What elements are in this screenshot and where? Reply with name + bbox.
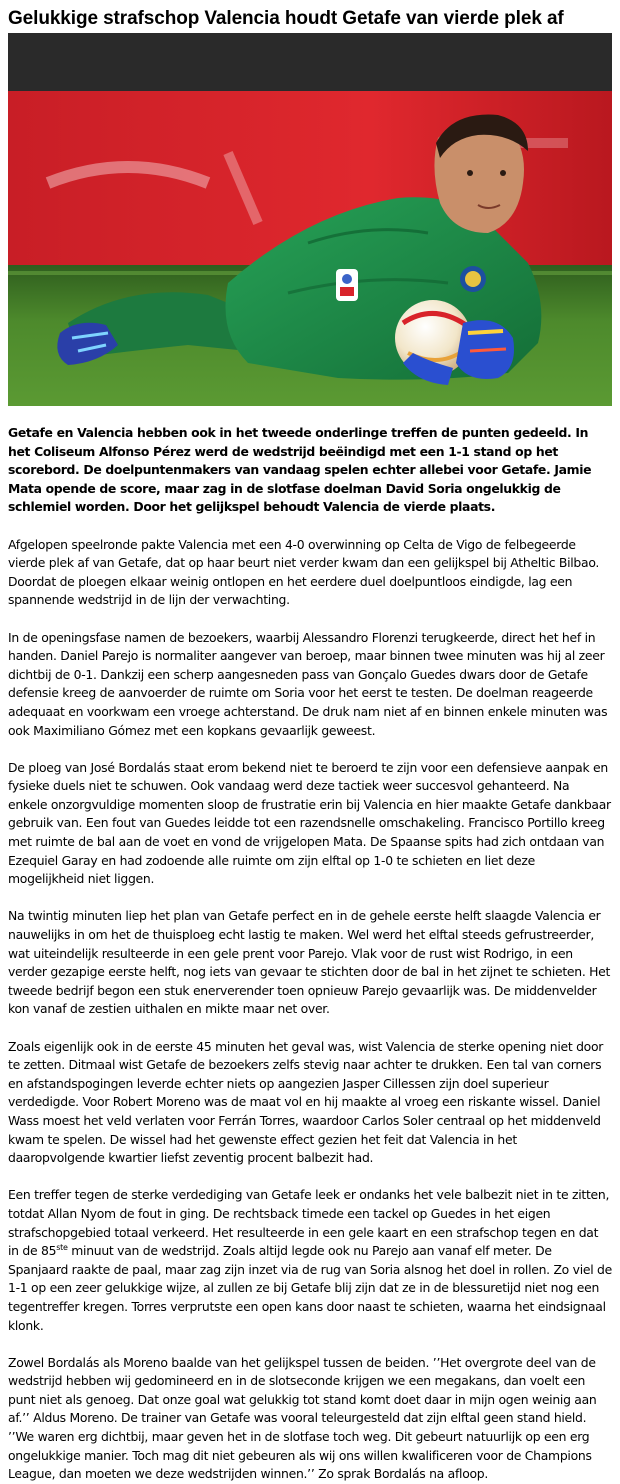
article-paragraph: De ploeg van José Bordalás staat erom bekend niet te beroerd te zijn voor een defensieve aanpak en fysieke duels niet te schuwen. Ook vandaag werd deze tactiek weer succesvol gehanteerd. Na enkele onzorgvuldige momenten sloop de frustratie erin bij Valencia en hier maakte Getafe dankbaar gebruik van. Een fout van Guedes leidde tot een razendsnelle omschakeling. Francisco Portillo kreeg met ruimte de bal aan de voet en vond de vrijgelopen Mata. De Spaanse spits had zich ontdaan van Ezequiel Garay en had zodoende alle ruimte om zijn elftal op 1-0 te schieten en liet deze mogelijkheid niet liggen. bbox=[8, 759, 611, 887]
penalty-text-after: minuut van de wedstrijd. Zoals altijd legde ook nu Parejo aan vanaf elf meter. De Spanjaard raakte de paal, maar zag zijn inzet via de rug van Soria alsnog het doel in rollen. Zo viel de 1-1 op een zeer gelukkige wijze, al zullen ze bij Getafe blij zijn dat ze in de blessuretijd niet nog een tegentreffer kregen. Torres verprutste een open kans door naast te schieten, waarna het eindsignaal klonk. bbox=[8, 1243, 612, 1333]
article-paragraph-final: Zowel Bordalás als Moreno baalde van het gelijkspel tussen de beiden. ’’Het overgrote deel van de wedstrijd hebben wij gedomineerd en in de slotseconde krijgen we een megakans, dan voelt een punt niet als genoeg. Dat onze goal wat gelukkig tot stand komt doet daar in mijn ogen weinig aan af.’’ Aldus Moreno. De trainer van Getafe was vooral teleurgesteld dat zijn elftal geen stand hield. ’’We waren erg dichtbij, maar geven het in de slotfase toch weg. Dit gebeurt natuurlijk op een erg ongelukkige manier. Toch mag dit niet gebeuren als wij ons willen kwalificeren voor de Champions League, dan moeten we deze wedstrijden winnen.’’ Zo sprak Bordalás na afloop. bbox=[8, 1354, 597, 1482]
article-lead: Getafe en Valencia hebben ook in het tweede onderlinge treffen de punten gedeeld. In het Coliseum Alfonso Pérez werd de wedstrijd beëindigd met een 1-1 stand op het scorebord. De doelpuntenmakers van vandaag spelen echter allebei voor Getafe. Jamie Mata opende de score, maar zag in de slotfase doelman David Soria ongelukkig de schlemiel worden. Door het gelijkspel behoudt Valencia de vierde plaats. bbox=[8, 425, 592, 515]
ordinal-suffix: ste bbox=[56, 1243, 68, 1252]
article-paragraph-penalty bbox=[8, 1186, 612, 1335]
article-paragraph: Na twintig minuten liep het plan van Getafe perfect en in de gehele eerste helft slaagde Valencia er nauwelijks in om het de thuisploeg echt lastig te maken. Wel werd het elftal steeds gefrustreerder, wat uiteindelijk resulteerde in een gele prent voor Parejo. Vlak voor de rust wist Rodrigo, in een verder gezapige eerste helft, nog iets van gevaar te stichten door de bal in het zijnet te schieten. Het tweede bedrijf begon een stuk enerverender toen opnieuw Parejo gevaarlijk was. De middenvelder kon vanaf de zestien uithalen en mikte maar net over. bbox=[8, 908, 611, 1017]
article-body bbox=[8, 424, 612, 1484]
article-paragraph: In de openingsfase namen de bezoekers, waarbij Alessandro Florenzi terugkeerde, direct het hef in handen. Daniel Parejo is normaliter aangever van beroep, maar binnen twee minuten was hij al zeer dichtbij de 0-1. Dankzij een scherp aangesneden pass van Gonçalo Guedes dwars door de Getafe defensie kreeg de aanvoerder de ruimte om Soria voor het eerst te testen. De doelman reageerde adequaat en voorkwam een vroege achterstand. De druk nam niet af en binnen enkele minuten was ook Maximiliano Gómez met een kopkans gevaarlijk geweest. bbox=[8, 629, 608, 738]
article-headline: Gelukkige strafschop Valencia houdt Getafe van vierde plek af bbox=[8, 8, 564, 29]
article-paragraph: Afgelopen speelronde pakte Valencia met een 4-0 overwinning op Celta de Vigo de felbegeerde vierde plek af van Getafe, dat op haar beurt niet verder kwam dan een gelijkspel bij Atheltic Bilbao. Doordat de ploegen elkaar weinig ontlopen en het eerdere duel doelpuntloos eindigde, lag een spannende wedstrijd in de lijn der verwachting. bbox=[8, 536, 600, 608]
penalty-text-before: Een treffer tegen de sterke verdediging van Getafe leek er ondanks het vele balbezit niet in te zitten, totdat Allan Nyom de fout in ging. De rechtsback timede een tackel op Guedes in het eigen strafschopgebied totaal verkeerd. Het resulteerde in een gele kaart en een strafschop tegen en dat in de 85 bbox=[8, 1187, 610, 1259]
goalkeeper-photo-illustration bbox=[8, 33, 612, 406]
article-paragraph: Zoals eigenlijk ook in de eerste 45 minuten het geval was, wist Valencia de sterke opening niet door te zetten. Ditmaal wist Getafe de bezoekers zelfs stevig naar achter te drukken. Een tal van corners en afstandspogingen leverde echter niets op aangezien Jasper Cillessen zijn doel superieur verdedigde. Voor Robert Moreno was de maat vol en hij maakte al vroeg een riskante wissel. Daniel Wass moest het veld verlaten voor Ferrán Torres, waardoor Carlos Soler centraal op het middenveld kwam te spelen. De wissel had het gewenste effect gezien het feit dat Valencia in het daaropvolgende kwartier liefst zeventig procent balbezit had. bbox=[8, 1038, 604, 1166]
article-photo bbox=[8, 33, 612, 406]
